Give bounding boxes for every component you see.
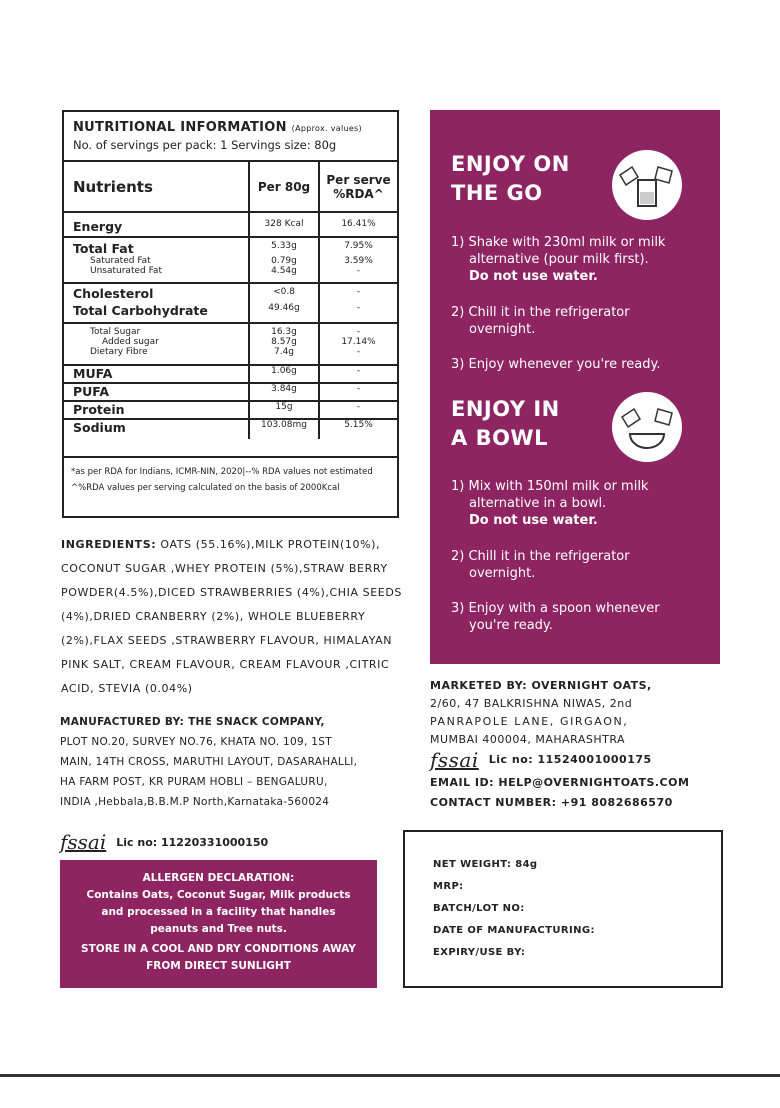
email: EMAIL ID: HELP@OVERNIGHTOATS.COM bbox=[430, 776, 690, 789]
nutrient-name: Unsaturated Fat bbox=[64, 266, 249, 283]
allergen-box bbox=[60, 860, 377, 988]
marketer-address-2: PANRAPOLE LANE, GIRGAON, bbox=[430, 715, 629, 728]
marketer-label: MARKETED BY: OVERNIGHT OATS, bbox=[430, 679, 652, 692]
nutrient-rda: 3.59% bbox=[319, 256, 397, 266]
allergen-title: ALLERGEN DECLARATION: bbox=[142, 872, 295, 884]
nutrient-name: Dietary Fibre bbox=[64, 347, 249, 365]
go-step-1: 1) Shake with 230ml milk or milk bbox=[451, 235, 666, 250]
shake-glass-icon bbox=[612, 150, 682, 220]
ingredients bbox=[61, 533, 421, 701]
nutrient-value: 15g bbox=[249, 401, 319, 419]
bowl-step-2: 2) Chill it in the refrigerator bbox=[451, 549, 630, 564]
rda-footnote: *as per RDA for Indians, ICMR-NIN, 2020|--% RDA values not estimated ^%RDA values per serving calculated on the basis of 2000Kcal bbox=[64, 456, 397, 516]
bowl-step-1c: Do not use water. bbox=[469, 513, 598, 528]
expiry-date: EXPIRY/USE BY: bbox=[433, 947, 526, 958]
bowl-step-3: 3) Enjoy with a spoon whenever bbox=[451, 601, 660, 616]
bowl-step-2b: overnight. bbox=[469, 566, 536, 581]
nutrient-value: 49.46g bbox=[249, 303, 319, 323]
nutrient-rda: - bbox=[319, 401, 397, 419]
ingredients-label: INGREDIENTS: bbox=[61, 538, 157, 551]
nutrient-rda: - bbox=[319, 365, 397, 383]
bowl-title: ENJOY IN bbox=[451, 397, 560, 421]
nutrition-table bbox=[62, 110, 399, 518]
nutrient-name: Cholesterol bbox=[73, 286, 154, 301]
fssai-logo: fssai bbox=[60, 830, 107, 854]
bowl-step-1: 1) Mix with 150ml milk or milk bbox=[451, 479, 649, 494]
nutrient-rda: 17.14% bbox=[319, 337, 397, 347]
servings-info: No. of servings per pack: 1 Servings size: 80g bbox=[73, 138, 337, 152]
nutrient-value: 103.08mg bbox=[249, 419, 319, 439]
nutrition-title: NUTRITIONAL INFORMATION bbox=[73, 120, 287, 135]
nutrient-name: Added sugar bbox=[102, 337, 159, 347]
storage-text: STORE IN A COOL AND DRY CONDITIONS AWAY FROM DIRECT SUNLIGHT bbox=[81, 943, 356, 972]
batch-info-box bbox=[403, 830, 723, 988]
bottom-divider bbox=[0, 1074, 780, 1077]
mrp: MRP: bbox=[433, 881, 464, 892]
marketer bbox=[430, 677, 689, 812]
nutrient-value: 8.57g bbox=[249, 337, 319, 347]
go-title-2: THE GO bbox=[451, 181, 543, 205]
bowl-step-3b: you're ready. bbox=[469, 618, 553, 633]
nutrient-name: Total Fat bbox=[73, 241, 134, 256]
nutrient-value: 5.33g bbox=[249, 237, 319, 256]
nutrient-value: 328 Kcal bbox=[249, 212, 319, 237]
nutrient-value: 16.3g bbox=[249, 323, 319, 337]
nutrient-name: Protein bbox=[64, 401, 249, 419]
nutrient-name: MUFA bbox=[64, 365, 249, 383]
ingredients-text: OATS (55.16%),MILK PROTEIN(10%), COCONUT SUGAR ,WHEY PROTEIN (5%),STRAW BERRY POWDER(4.5%),DICED STRAWBERRIES (4%),CHIA SEEDS (4%),DRIED CRANBERRY (2%), WHOLE BLUEBERRY (2%),FLAX SEEDS ,STRAWBERRY FLAVOUR, HIMALAYAN PINK SALT, CREAM FLAVOUR, CREAM FLAVOUR ,CITRIC ACID, STEVIA (0.04%) bbox=[61, 538, 403, 695]
nutrient-value: 0.79g bbox=[249, 256, 319, 266]
manufacturer bbox=[60, 712, 360, 812]
contact-number: CONTACT NUMBER: +91 8082686570 bbox=[430, 796, 673, 809]
header-per80g: Per 80g bbox=[249, 162, 319, 212]
nutrient-value: 3.84g bbox=[249, 383, 319, 401]
nutrient-rda: - bbox=[319, 323, 397, 337]
marketer-address-1: 2/60, 47 BALKRISHNA NIWAS, 2nd bbox=[430, 697, 633, 710]
fssai-logo: fssai bbox=[430, 748, 479, 772]
nutrient-name: Total Sugar bbox=[90, 327, 141, 337]
nutrient-rda: 5.15% bbox=[319, 419, 397, 439]
batch-number: BATCH/LOT NO: bbox=[433, 903, 525, 914]
go-title: ENJOY ON bbox=[451, 152, 570, 176]
manufacturing-date: DATE OF MANUFACTURING: bbox=[433, 925, 595, 936]
nutrient-value: 4.54g bbox=[249, 266, 319, 283]
nutrient-name: PUFA bbox=[64, 383, 249, 401]
preparation-panel bbox=[430, 110, 720, 664]
bowl-icon bbox=[612, 392, 682, 462]
nutrient-rda: - bbox=[319, 383, 397, 401]
manufacturer-license: Lic no: 11220331000150 bbox=[116, 835, 269, 849]
header-rda: Per serve %RDA^ bbox=[319, 162, 397, 212]
go-step-3: 3) Enjoy whenever you're ready. bbox=[451, 357, 661, 372]
manufacturer-address: PLOT NO.20, SURVEY NO.76, KHATA NO. 109, 1ST MAIN, 14TH CROSS, MARUTHI LAYOUT, DASARAHALLI, HA FARM POST, KR PURAM HOBLI – BENGALURU, INDIA ,Hebbala,B.B.M.P North,Karnataka-560024 bbox=[60, 736, 358, 808]
nutrient-rda: - bbox=[319, 283, 397, 303]
nutrient-rda: - bbox=[319, 303, 397, 323]
bowl-title-2: A BOWL bbox=[451, 426, 548, 450]
net-weight: NET WEIGHT: 84g bbox=[433, 859, 538, 870]
nutrient-rda: - bbox=[319, 347, 397, 365]
nutrient-value: <0.8 bbox=[249, 283, 319, 303]
marketer-license: Lic no: 11524001000175 bbox=[488, 753, 652, 766]
nutrient-name: Sodium bbox=[73, 420, 126, 435]
nutrient-name: Energy bbox=[64, 212, 249, 237]
header-nutrients: Nutrients bbox=[64, 162, 249, 212]
nutrient-name: Saturated Fat bbox=[90, 256, 151, 266]
go-step-2b: overnight. bbox=[469, 322, 536, 337]
nutrient-value: 7.4g bbox=[249, 347, 319, 365]
nutrient-value: 1.06g bbox=[249, 365, 319, 383]
approx-note: (Approx. values) bbox=[291, 124, 362, 133]
go-step-1b: alternative (pour milk first). bbox=[469, 252, 649, 267]
go-step-1c: Do not use water. bbox=[469, 269, 598, 284]
bowl-step-1b: alternative in a bowl. bbox=[469, 496, 607, 511]
nutrient-name: Total Carbohydrate bbox=[64, 303, 249, 323]
nutrient-rda: - bbox=[319, 266, 397, 283]
nutrient-rda: 7.95% bbox=[319, 237, 397, 256]
nutrient-rda: 16.41% bbox=[319, 212, 397, 237]
manufacturer-label: MANUFACTURED BY: THE SNACK COMPANY, bbox=[60, 716, 325, 728]
allergen-text: Contains Oats, Coconut Sugar, Milk products and processed in a facility that handles peanuts and Tree nuts. bbox=[86, 889, 351, 935]
go-step-2: 2) Chill it in the refrigerator bbox=[451, 305, 630, 320]
marketer-address-3: MUMBAI 400004, MAHARASHTRA bbox=[430, 733, 626, 746]
